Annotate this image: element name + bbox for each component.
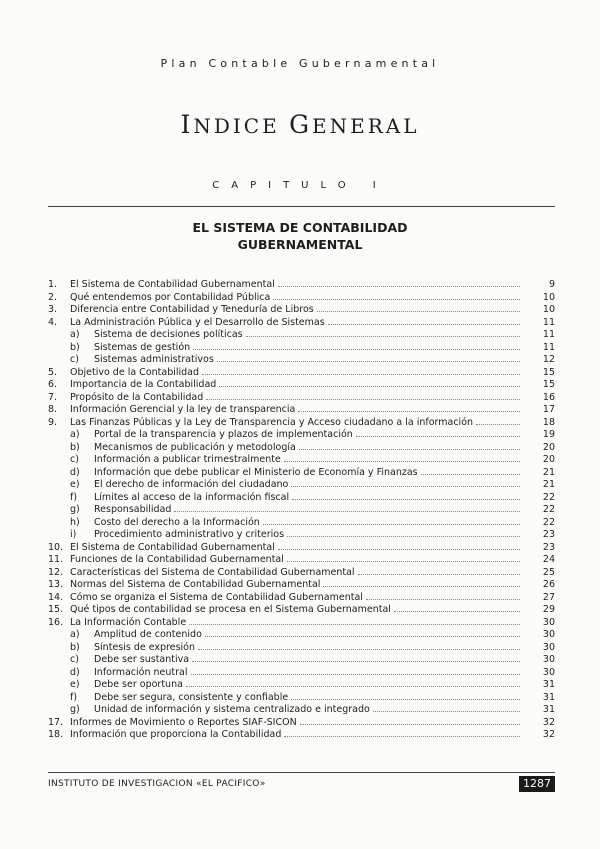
footer-publisher: INSTITUTO DE INVESTIGACION «EL PACIFICO»: [48, 779, 266, 789]
toc-entry-label: Información a publicar trimestralmente: [94, 454, 281, 465]
dot-leader: [300, 716, 520, 725]
toc-entry: [48, 541, 555, 554]
toc-entry-page: 15: [542, 366, 555, 378]
toc-entry-label: Portal de la transparencia y plazos de implementación: [94, 429, 353, 440]
toc-entry-page: 23: [542, 529, 555, 540]
toc-entry-label: Informes de Movimiento o Reportes SIAF-SICON: [70, 716, 297, 728]
toc-entry-page: 20: [542, 441, 555, 453]
toc-entry-number: 11.: [48, 554, 64, 565]
toc-subentry-letter: a): [70, 629, 80, 640]
toc-entry-page: 22: [542, 516, 555, 528]
toc-entry-page: 19: [542, 429, 555, 440]
toc-entry: [48, 291, 555, 304]
toc-entry-number: 6.: [48, 379, 58, 390]
footer-divider: [48, 772, 555, 773]
toc-entry-label: Mecanismos de publicación y metodología: [94, 441, 296, 453]
toc-subentry-letter: i): [70, 529, 77, 540]
toc-entry-label: El Sistema de Contabilidad Gubernamental: [70, 279, 275, 290]
section-title: [0, 219, 600, 253]
toc-entry-page: 20: [542, 454, 555, 465]
dot-leader: [217, 353, 520, 362]
toc-entry: [48, 391, 555, 404]
toc-entry: [48, 666, 555, 679]
toc-entry-number: 9.: [48, 416, 58, 428]
toc-entry: [48, 628, 555, 641]
toc-entry-number: 2.: [48, 291, 58, 303]
toc-entry: [48, 691, 555, 704]
toc-entry-page: 29: [542, 604, 555, 615]
toc-entry: [48, 428, 555, 441]
dot-leader: [278, 541, 520, 550]
toc-entry-label: Información neutral: [94, 666, 188, 678]
toc-entry-page: 9: [548, 279, 555, 290]
toc-entry: [48, 303, 555, 316]
toc-entry-page: 22: [542, 504, 555, 515]
toc-entry-label: Límites al acceso de la información fiscal: [94, 491, 290, 503]
toc-subentry-letter: c): [70, 354, 79, 365]
toc-entry-label: Cómo se organiza el Sistema de Contabilidad Gubernamental: [70, 591, 363, 603]
page-number-badge: 1287: [519, 776, 555, 792]
toc-entry-number: 1.: [48, 279, 58, 290]
toc-entry: [48, 441, 555, 454]
dot-leader: [287, 553, 520, 562]
toc-entry-label: El Sistema de Contabilidad Gubernamental: [70, 541, 275, 553]
dot-leader: [323, 578, 520, 587]
toc-subentry-letter: f): [70, 691, 78, 703]
toc-entry-number: 15.: [48, 604, 64, 615]
toc-entry: [48, 653, 555, 666]
toc-entry-label: Propósito de la Contabilidad: [70, 391, 204, 403]
toc-entry: [48, 591, 555, 604]
dot-leader: [292, 491, 520, 500]
dot-leader: [198, 641, 520, 650]
dot-leader: [206, 391, 520, 400]
dot-leader: [356, 428, 520, 437]
toc-entry-page: 18: [542, 416, 555, 428]
toc-entry-number: 12.: [48, 566, 64, 578]
toc-entry-page: 10: [542, 304, 555, 315]
toc-entry-number: 14.: [48, 591, 64, 603]
dot-leader: [284, 453, 520, 462]
toc-entry: [48, 478, 555, 491]
toc-entry: [48, 603, 555, 616]
toc-subentry-letter: h): [70, 516, 80, 528]
toc-entry: [48, 416, 555, 429]
title-rest-1: NDICE: [193, 114, 280, 138]
chapter-heading: CAPITULO I: [212, 180, 388, 191]
toc-entry-number: 3.: [48, 304, 58, 315]
toc-entry-label: Sistema de decisiones políticas: [94, 329, 243, 340]
dot-leader: [263, 516, 520, 525]
toc-entry: [48, 366, 555, 379]
toc-entry-page: 30: [542, 641, 555, 653]
title-cap-2: G: [289, 110, 313, 139]
toc-subentry-letter: e): [70, 479, 80, 490]
toc-subentry-letter: b): [70, 441, 80, 453]
toc-entry: [48, 678, 555, 691]
toc-entry: [48, 378, 555, 391]
title-cap-1: I: [180, 110, 194, 139]
dot-leader: [317, 303, 520, 312]
toc-entry-label: Información Gerencial y la ley de transparencia: [70, 404, 296, 415]
toc-entry-number: 4.: [48, 316, 58, 328]
toc-entry-number: 8.: [48, 404, 58, 415]
toc-entry-label: Información que proporciona la Contabilidad: [70, 729, 282, 740]
toc-subentry-letter: a): [70, 429, 80, 440]
dot-leader: [328, 316, 520, 325]
toc-entry-label: Debe ser sustantiva: [94, 654, 190, 665]
section-title-line-2: GUBERNAMENTAL: [237, 237, 363, 252]
dot-leader: [291, 478, 520, 487]
toc-entry: [48, 566, 555, 579]
toc-entry-page: 31: [542, 691, 555, 703]
toc-entry-number: 13.: [48, 579, 64, 590]
toc-entry-label: Sistemas administrativos: [94, 354, 214, 365]
dot-leader: [219, 378, 520, 387]
dot-leader: [192, 653, 520, 662]
toc-entry-label: Información que debe publicar el Ministerio de Economía y Finanzas: [94, 466, 418, 478]
toc-entry-page: 11: [542, 341, 555, 353]
toc-subentry-letter: g): [70, 504, 80, 515]
toc-entry-label: El derecho de información del ciudadano: [94, 479, 289, 490]
toc-entry-label: Debe ser oportuna: [94, 679, 183, 690]
toc-entry-page: 31: [542, 679, 555, 690]
toc-entry-page: 31: [542, 704, 555, 715]
toc-entry-page: 21: [542, 466, 555, 478]
dot-leader: [298, 403, 520, 412]
toc-entry-page: 30: [542, 666, 555, 678]
toc-entry: [48, 703, 555, 716]
toc-subentry-letter: b): [70, 341, 80, 353]
toc-entry-label: Procedimiento administrativo y criterios: [94, 529, 285, 540]
toc-entry: [48, 503, 555, 516]
toc-entry-label: Las Finanzas Públicas y la Ley de Transparencia y Acceso ciudadano a la información: [70, 416, 474, 428]
toc-entry-number: 10.: [48, 541, 64, 553]
toc-entry-page: 32: [542, 729, 555, 740]
toc-entry-label: Síntesis de expresión: [94, 641, 196, 653]
toc-entry: [48, 516, 555, 529]
toc-subentry-letter: a): [70, 329, 80, 340]
toc-entry-page: 10: [542, 291, 555, 303]
toc-entry: [48, 341, 555, 354]
toc-entry: [48, 553, 555, 566]
toc-subentry-letter: g): [70, 704, 80, 715]
dot-leader: [299, 441, 520, 450]
table-of-contents: [48, 278, 555, 741]
toc-subentry-letter: d): [70, 666, 80, 678]
toc-entry: [48, 716, 555, 729]
toc-entry-page: 22: [542, 491, 555, 503]
toc-entry-label: Qué entendemos por Contabilidad Pública: [70, 291, 271, 303]
dot-leader: [193, 341, 520, 350]
page-title: [0, 110, 600, 139]
toc-entry: [48, 328, 555, 341]
toc-entry-page: 25: [542, 566, 555, 578]
toc-entry-page: 24: [542, 554, 555, 565]
dot-leader: [358, 566, 520, 575]
dot-leader: [273, 291, 520, 300]
title-rest-2: ENERAL: [312, 114, 420, 138]
toc-entry: [48, 466, 555, 479]
toc-entry-page: 16: [542, 391, 555, 403]
toc-entry-label: Normas del Sistema de Contabilidad Gubernamental: [70, 579, 321, 590]
toc-entry: [48, 278, 555, 291]
toc-entry-label: Sistemas de gestión: [94, 341, 191, 353]
toc-entry-page: 23: [542, 541, 555, 553]
toc-entry: [48, 453, 555, 466]
chapter-divider: [48, 206, 555, 207]
dot-leader: [205, 628, 520, 637]
toc-entry: [48, 353, 555, 366]
toc-entry-page: 26: [542, 579, 555, 590]
toc-entry-page: 27: [542, 591, 555, 603]
toc-entry-label: Características del Sistema de Contabilidad Gubernamental: [70, 566, 355, 578]
toc-entry-label: Diferencia entre Contabilidad y Teneduría de Libros: [70, 304, 314, 315]
dot-leader: [278, 278, 520, 287]
toc-entry: [48, 491, 555, 504]
toc-entry-page: 11: [542, 329, 555, 340]
toc-subentry-letter: e): [70, 679, 80, 690]
toc-entry-number: 17.: [48, 716, 64, 728]
running-title: Plan Contable Gubernamental: [160, 57, 440, 70]
toc-entry-label: Costo del derecho a la Información: [94, 516, 260, 528]
toc-entry-page: 21: [542, 479, 555, 490]
toc-entry-label: Funciones de la Contabilidad Gubernamental: [70, 554, 284, 565]
toc-subentry-letter: f): [70, 491, 78, 503]
toc-entry-page: 12: [542, 354, 555, 365]
toc-entry-page: 15: [542, 379, 555, 390]
toc-entry-label: Responsabilidad: [94, 504, 172, 515]
toc-entry-label: Unidad de información y sistema centralizado e integrado: [94, 704, 370, 715]
dot-leader: [174, 503, 520, 512]
dot-leader: [284, 728, 520, 737]
toc-entry-page: 30: [542, 654, 555, 665]
dot-leader: [246, 328, 520, 337]
toc-entry-label: Qué tipos de contabilidad se procesa en el Sistema Gubernamental: [70, 604, 391, 615]
dot-leader: [394, 603, 520, 612]
toc-entry-label: Objetivo de la Contabilidad: [70, 366, 200, 378]
toc-entry-number: 5.: [48, 366, 58, 378]
toc-entry: [48, 316, 555, 329]
dot-leader: [191, 666, 521, 675]
toc-entry-label: Debe ser segura, consistente y confiable: [94, 691, 289, 703]
dot-leader: [291, 691, 520, 700]
toc-entry: [48, 641, 555, 654]
toc-subentry-letter: c): [70, 454, 79, 465]
toc-entry-number: 7.: [48, 391, 58, 403]
dot-leader: [366, 591, 520, 600]
dot-leader: [373, 703, 520, 712]
toc-entry: [48, 403, 555, 416]
toc-entry-page: 17: [542, 404, 555, 415]
dot-leader: [421, 466, 520, 475]
dot-leader: [186, 678, 520, 687]
toc-entry-label: Importancia de la Contabilidad: [70, 379, 217, 390]
toc-entry: [48, 728, 555, 741]
dot-leader: [189, 616, 520, 625]
toc-entry: [48, 528, 555, 541]
section-title-line-1: EL SISTEMA DE CONTABILIDAD: [192, 220, 408, 235]
dot-leader: [476, 416, 520, 425]
toc-entry: [48, 578, 555, 591]
dot-leader: [202, 366, 520, 375]
toc-entry-page: 30: [542, 629, 555, 640]
toc-entry-number: 16.: [48, 616, 64, 628]
toc-entry-label: Amplitud de contenido: [94, 629, 202, 640]
dot-leader: [287, 528, 520, 537]
toc-entry-page: 11: [542, 316, 555, 328]
toc-entry-label: La Administración Pública y el Desarrollo de Sistemas: [70, 316, 325, 328]
toc-entry-label: La Información Contable: [70, 616, 187, 628]
toc-entry-page: 30: [542, 616, 555, 628]
toc-entry-number: 18.: [48, 729, 64, 740]
toc-entry-page: 32: [542, 716, 555, 728]
toc-subentry-letter: d): [70, 466, 80, 478]
toc-entry: [48, 616, 555, 629]
toc-subentry-letter: c): [70, 654, 79, 665]
toc-subentry-letter: b): [70, 641, 80, 653]
